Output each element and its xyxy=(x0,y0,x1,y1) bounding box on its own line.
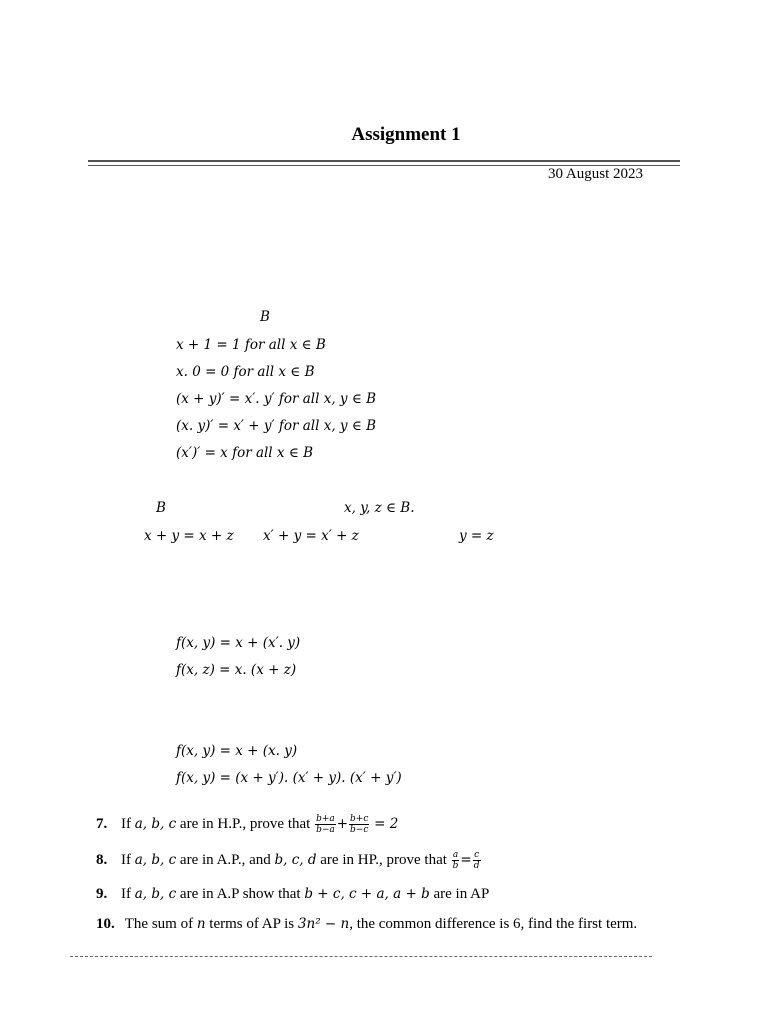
set-symbol-b: B xyxy=(260,309,270,325)
question-number: 7. xyxy=(96,815,108,832)
function-b-2: f(x, y) = (x + y′). (x′ + y). (x′ + y′) xyxy=(176,770,402,786)
plus-sign: + xyxy=(336,815,349,832)
law-1: x + 1 = 1 for all x ∈ B xyxy=(176,337,326,353)
question-8 xyxy=(96,850,482,871)
denominator: b−a xyxy=(316,825,335,835)
equals-sign: = xyxy=(460,851,472,868)
assignment-date: 30 August 2023 xyxy=(548,166,644,182)
cancellation-domain: x, y, z ∈ B. xyxy=(344,500,415,516)
question-text: are in A.P., and xyxy=(179,851,271,868)
fraction xyxy=(349,814,369,835)
denominator: b xyxy=(452,861,459,871)
math-vars: a, b, c xyxy=(134,815,177,832)
math-expression: 3n² − n xyxy=(297,916,350,932)
question-number: 10. xyxy=(96,916,115,932)
title-rule-top xyxy=(88,160,680,162)
question-text: are in H.P., prove that xyxy=(179,815,311,832)
question-text: are in A.P show that xyxy=(179,886,301,902)
function-b-1: f(x, y) = x + (x. y) xyxy=(176,743,298,759)
question-text: The sum of xyxy=(124,916,194,932)
denominator: d xyxy=(473,861,480,871)
math-expression: b + c, c + a, a + b xyxy=(304,886,430,902)
question-text: are in HP., prove that xyxy=(320,851,447,868)
numerator: c xyxy=(474,850,480,860)
law-3: (x + y)′ = x′. y′ for all x, y ∈ B xyxy=(176,391,377,407)
question-number: 9. xyxy=(96,886,108,902)
law-2: x. 0 = 0 for all x ∈ B xyxy=(176,364,315,380)
question-text: If xyxy=(121,886,131,902)
math-vars: b, c, d xyxy=(274,851,317,868)
numerator: b+a xyxy=(316,814,335,824)
cancellation-conclusion: y = z xyxy=(459,528,494,544)
question-number: 8. xyxy=(96,851,108,868)
cancellation-premise-2: x′ + y = x′ + z xyxy=(263,528,359,544)
law-5: (x′)′ = x for all x ∈ B xyxy=(176,445,314,461)
function-a-2: f(x, z) = x. (x + z) xyxy=(176,662,297,678)
question-text: If xyxy=(121,815,131,832)
question-10 xyxy=(96,916,637,933)
question-7 xyxy=(96,814,398,835)
numerator: a xyxy=(452,850,459,860)
question-text: are in AP xyxy=(433,886,490,902)
question-text: If xyxy=(121,851,131,868)
law-4: (x. y)′ = x′ + y′ for all x, y ∈ B xyxy=(176,418,377,434)
fraction xyxy=(473,850,481,871)
question-text: terms of AP is xyxy=(209,916,295,932)
numerator: b+c xyxy=(350,814,369,824)
denominator: b−c xyxy=(350,825,369,835)
question-text: , the common difference is 6, find the first term. xyxy=(349,916,638,932)
math-var: n xyxy=(196,916,206,932)
fraction xyxy=(452,850,460,871)
result: = 2 xyxy=(374,815,399,832)
math-vars: a, b, c xyxy=(134,886,177,902)
cancellation-set-symbol: B xyxy=(156,500,166,516)
function-a-1: f(x, y) = x + (x′. y) xyxy=(176,635,301,651)
question-9 xyxy=(96,886,489,903)
end-divider xyxy=(70,956,652,957)
math-vars: a, b, c xyxy=(134,851,177,868)
cancellation-premise-1: x + y = x + z xyxy=(144,528,234,544)
page-title: Assignment 1 xyxy=(351,124,461,145)
fraction xyxy=(315,814,336,835)
